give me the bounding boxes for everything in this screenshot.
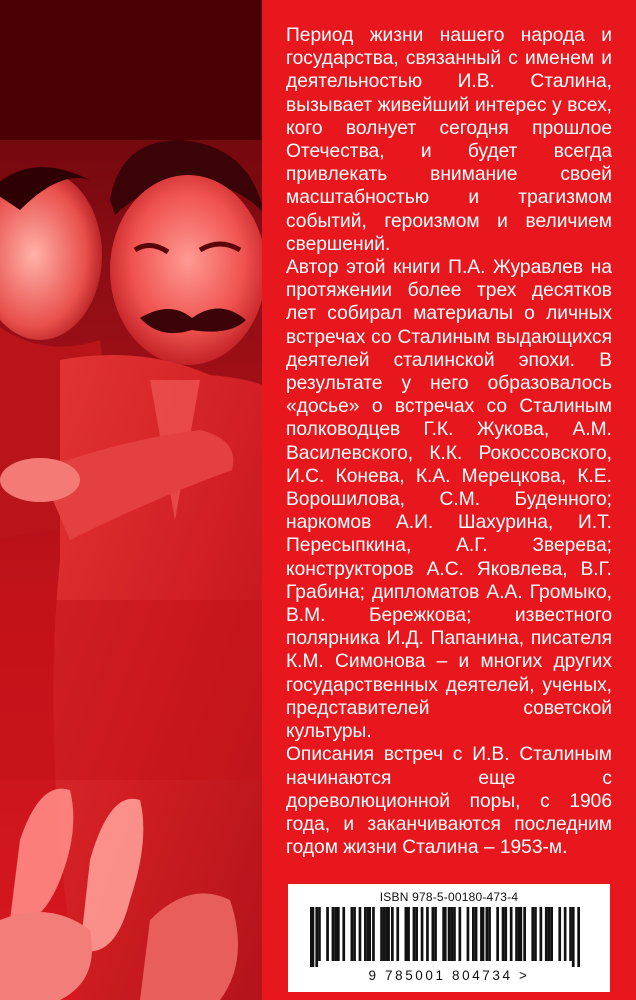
barcode-bar (488, 907, 491, 961)
barcode-bar (415, 907, 418, 961)
barcode-bar (453, 907, 456, 961)
barcode-bar (577, 907, 580, 967)
barcode-bar (480, 907, 484, 961)
barcode-bar (364, 907, 367, 961)
barcode-bar (467, 907, 470, 961)
barcode-bar (413, 907, 416, 961)
barcode-bar (540, 907, 543, 961)
barcode-bar (459, 907, 462, 961)
barcode-bar (337, 907, 340, 961)
barcode-bar (353, 907, 356, 961)
barcode-bar (496, 907, 499, 961)
barcode-bar (569, 907, 572, 961)
annotation-paragraph: Автор этой книги П.А. Журавлев на протяжении более трех десятков лет собирал материалы о личных встречах со Сталиным выдающихся деятелей сталинской эпохи. В результате у него образовалось «досье» о встречах со Сталиным полководцев Г.К. Жукова, А.М. Василевского, К.К. Рокоссовского, И.С. Конева, К.А. Мерецкова, К.Е. Ворошилова, С.М. Буденного; наркомов А.И. Шахурина, И.Т. Пересыпкина, А.Г. Зверева; конструкторов А.С. Яковлева, В.Г. Грабина; дипломатов А.А. Громыко, В.М. Бережкова; известного полярника И.Д. Папанина, писателя К.М. Симонова – и многих других государственных деятелей, ученых, представителей советской культуры. (286, 257, 612, 743)
barcode-bar (534, 907, 537, 961)
barcode-bar (426, 907, 429, 961)
book-annotation (286, 24, 612, 859)
stalin-photo-illustration (0, 0, 285, 1000)
barcode-digits: 9 785001 804734 > (368, 968, 530, 983)
barcode-bar (548, 907, 551, 961)
barcode-bar (523, 907, 526, 961)
barcode-bar (572, 907, 575, 967)
barcode-bar (326, 907, 329, 961)
barcode-bar (531, 907, 534, 961)
cover-photo (0, 0, 285, 1000)
barcode-bar (434, 907, 437, 961)
barcode-bar (386, 907, 390, 961)
barcode-bar (472, 907, 475, 961)
barcode-bar (396, 907, 399, 961)
barcode-bar (318, 907, 321, 961)
barcode-bar (334, 907, 337, 961)
barcode-bar (550, 907, 553, 961)
annotation-paragraph: Период жизни нашего народа и государства, связанный с именем и деятельностью И.В. Сталина, вызывает живейший интерес у всех, кого волнует сегодня прошлое Отечества, и будет всегда привлекать внимание своей масштабностью и трагизмом событий, героизмом и величием свершений. (286, 25, 612, 255)
barcode-bar (450, 907, 453, 961)
barcode-bar (342, 907, 345, 961)
barcode-icon (304, 907, 594, 967)
barcode-bar (475, 907, 478, 961)
barcode-block (288, 884, 610, 992)
barcode-bar (391, 907, 394, 961)
barcode-bar (448, 907, 451, 961)
barcode-bar (407, 907, 410, 961)
barcode-bar (442, 907, 446, 961)
barcode-bar (332, 907, 335, 961)
barcode-bar (351, 907, 354, 961)
barcode-bar (515, 907, 518, 961)
annotation-paragraph: Описания встреч с И.В. Сталиным начинаются еще с дореволюционной поры, с 1906 года, и заканчиваются последним годом жизни Сталина – 1953-м. (286, 744, 612, 859)
barcode-bar (367, 907, 371, 961)
barcode-bar (558, 907, 561, 961)
barcode-bar (486, 907, 489, 961)
barcode-bar (359, 907, 362, 961)
barcode-bar (310, 907, 314, 967)
barcode-bar (380, 907, 383, 961)
isbn-label: ISBN 978-5-00180-473-4 (379, 890, 519, 904)
barcode-bar (504, 907, 507, 961)
barcode-bar (518, 907, 522, 961)
barcode-bar (372, 907, 375, 961)
barcode-bar (564, 907, 567, 961)
barcode-bar (510, 907, 513, 961)
barcode-bar (545, 907, 548, 961)
barcode-bar (315, 907, 318, 967)
barcode-bar (502, 907, 505, 961)
barcode-bar (383, 907, 386, 961)
barcode-bar (421, 907, 424, 961)
barcode-bar (432, 907, 435, 961)
